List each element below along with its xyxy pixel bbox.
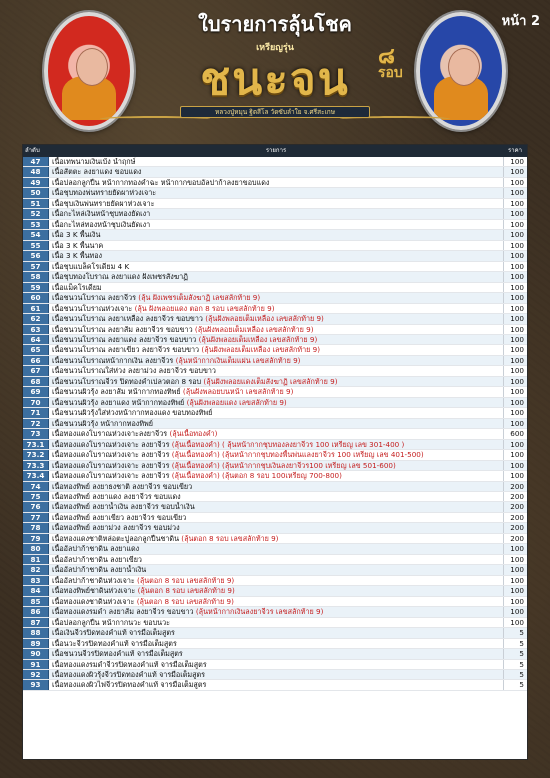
item-price: 100	[503, 314, 527, 323]
item-price: 100	[503, 398, 527, 407]
row-number: 73.2	[23, 450, 49, 459]
item-note: (ลุ้นเนื้อทองคำ) (ลุ้นหน้ากากชุบทองพื้นพ่นแลงยาจีวร 100 เหรียญ เลข 401-500)	[171, 450, 424, 460]
item-price: 100	[503, 272, 527, 281]
item-price: 100	[503, 178, 527, 187]
table-row	[23, 502, 527, 512]
item-description	[49, 680, 503, 689]
item-name: เนื้อชนวนโบราณ ลงยาจีวร	[52, 293, 136, 303]
row-number: 68	[23, 377, 49, 386]
item-description	[49, 408, 503, 417]
item-name: เนื้อทองทิพย์ ลงยาแดง ลงยาจีวร ขอบแดง	[52, 492, 181, 501]
item-name: เนื้อทองแดงโบราณห่วงเจาะลงยาจีวร	[52, 429, 168, 439]
item-name: เนื้อชุบแบล็คโรเดียม 4 K	[52, 261, 130, 271]
item-description	[49, 618, 503, 627]
row-number: 87	[23, 618, 49, 627]
item-price: 5	[503, 670, 527, 679]
row-number: 59	[23, 283, 49, 292]
row-number: 78	[23, 523, 49, 532]
item-name: เนื้อทองแดงรมดำจีวรปิดทองคำแท้ จารมือเต็มสูตร	[52, 659, 207, 669]
item-name: เนื้อชนวนผิวรุ้งใส่ห่วงหน้ากากทองแดง ขอบทองทิพย์	[52, 408, 213, 418]
item-price: 100	[503, 199, 527, 208]
item-description	[49, 157, 503, 166]
page-title: ใบรายการลุ้นโชค	[198, 12, 352, 36]
row-number: 64	[23, 335, 49, 344]
item-description	[49, 565, 503, 574]
item-price: 100	[503, 157, 527, 166]
item-price: 5	[503, 680, 527, 689]
row-number: 50	[23, 188, 49, 197]
row-number: 88	[23, 628, 49, 637]
item-name: เนื้อกะไหล่เงินหน้าชุบทองยัดเงา	[52, 209, 151, 219]
row-number: 57	[23, 262, 49, 271]
item-description	[49, 429, 503, 438]
table-row	[23, 178, 527, 188]
row-number: 54	[23, 230, 49, 239]
row-number: 48	[23, 167, 49, 176]
item-price: 100	[503, 618, 527, 627]
item-note: (ลุ้นเนื้อทองคำ)	[169, 429, 218, 439]
row-number: 91	[23, 660, 49, 669]
item-name: เนื้อทองแดงผิวไฟจีวรปิดทองคำแท้ จารมือเต็มสูตร	[52, 680, 207, 690]
item-name: เนื้อทองแดงโบราณห่วงเจาะ ลงยาจีวร	[52, 439, 170, 449]
item-name: เนื้ออัลปาก้าชาดิน ลงยาน้ำเงิน	[52, 565, 147, 575]
table-row	[23, 586, 527, 596]
item-name: เนื้อกะไหล่ทองหน้าชุบเงินยัดเงา	[52, 219, 151, 229]
item-name: เนื้อทองแดงรมดำ ลงยาส้ม ลงยาจีวร ขอบขาว	[52, 607, 194, 617]
row-number: 51	[23, 199, 49, 208]
logo-number: ๘	[378, 43, 395, 69]
item-price: 100	[503, 262, 527, 271]
item-price: 100	[503, 544, 527, 553]
table-row	[23, 199, 527, 209]
row-number: 92	[23, 670, 49, 679]
row-number: 77	[23, 513, 49, 522]
table-row	[23, 387, 527, 397]
row-number: 58	[23, 272, 49, 281]
item-price: 100	[503, 555, 527, 564]
item-price: 600	[503, 429, 527, 438]
item-name: เนื้อชนวนผิวรุ้ง ลงยาส้ม หน้ากากทองทิพย์	[52, 387, 181, 397]
table-row	[23, 398, 527, 408]
table-row	[23, 230, 527, 240]
item-name: เนื้อปลอกลูกปืน หน้ากากนวะ ขอบนวะ	[52, 617, 170, 627]
table-row	[23, 345, 527, 355]
row-number: 60	[23, 293, 49, 302]
item-price: 100	[503, 419, 527, 428]
item-price: 100	[503, 366, 527, 375]
item-price: 5	[503, 660, 527, 669]
item-name: เนื้อทองแดงชาติหล่อตะปูลอกลูกปืนชาดิน	[52, 533, 179, 543]
item-price: 100	[503, 408, 527, 417]
item-price: 5	[503, 628, 527, 637]
table-row	[23, 157, 527, 167]
item-description	[49, 366, 503, 375]
item-name: เนื้อเทพนามเงินเบ้ง นำฤกษ์	[52, 157, 136, 166]
item-note: (ลุ้นตอก 8 รอบ เลขสลักท้าย 9)	[136, 596, 234, 606]
item-note: (ลุ้นตอก 8 รอบ เลขสลักท้าย 9)	[137, 575, 235, 585]
row-number: 55	[23, 241, 49, 250]
item-name: เนื้อสัตตะ ลงยาแดง ขอบแดง	[52, 167, 142, 177]
item-description	[49, 262, 503, 271]
row-number: 84	[23, 586, 49, 595]
item-price: 100	[503, 325, 527, 334]
item-description	[49, 199, 503, 208]
logo-band: หลวงปู่หมุน ฐิตสีโล วัดซับลำใย จ.ศรีสะเกษ	[180, 106, 370, 118]
item-name: เนื้อชนวนผิวรุ้ง หน้ากากทองทิพย์	[52, 418, 154, 428]
item-name: เนื้อ 3 K พื้นเงิน	[52, 230, 101, 240]
table-header	[23, 145, 527, 157]
table-row	[23, 649, 527, 659]
item-description	[49, 241, 503, 250]
item-note: (ลุ้น ฝังเพชรเต็มสังฆาฏิ เลขสลักท้าย 9)	[138, 293, 261, 303]
item-name: เนื้อทองแดงโบราณห่วงเจาะ ลงยาจีวร	[52, 471, 170, 481]
item-description	[49, 220, 503, 229]
item-description	[49, 387, 503, 396]
item-description	[49, 534, 503, 543]
item-price: 200	[503, 502, 527, 511]
item-name: เนื้อชนวนโบราณหน้ากากเงิน ลงยาจีวร	[52, 355, 174, 365]
item-price: 100	[503, 576, 527, 585]
item-price: 100	[503, 387, 527, 396]
item-note: (ลุ้นหน้ากากเงินลงยาจีวร เลขสลักท้าย 9)	[195, 607, 324, 617]
row-number: 72	[23, 419, 49, 428]
table-row	[23, 523, 527, 533]
table-row	[23, 419, 527, 429]
row-number: 73.4	[23, 471, 49, 480]
row-number: 93	[23, 680, 49, 689]
item-name: เนื้ออัลปาก้าชาดิน ลงยาเขียว	[52, 554, 142, 564]
item-price: 100	[503, 607, 527, 616]
item-note: (ลุ้นเนื้อทองคำ) (ลุ้นหน้ากากชุบเงินลงยาจีวร100 เหรียญ เลข 501-600)	[171, 460, 396, 470]
row-number: 74	[23, 482, 49, 491]
row-number: 47	[23, 157, 49, 166]
table-row	[23, 492, 527, 502]
item-description	[49, 450, 503, 459]
table-row	[23, 482, 527, 492]
item-description	[49, 251, 503, 260]
item-name: เนื้อชนวนผิวรุ้ง ลงยาแดง หน้ากากทองทิพย์	[52, 397, 185, 407]
item-note: (ลุ้นฝังพลอยเต็มเหลือง เลขสลักท้าย 9)	[194, 324, 314, 334]
table-row	[23, 544, 527, 554]
row-number: 70	[23, 398, 49, 407]
item-note: (ลุ้นหน้ากากเงินเต็มแผ่น เลขสลักท้าย 9)	[175, 355, 301, 365]
row-number: 81	[23, 555, 49, 564]
item-note: (ลุ้นฝังพลอยแดง เลขสลักท้าย 9)	[186, 397, 287, 407]
row-number: 56	[23, 251, 49, 260]
table-row	[23, 607, 527, 617]
row-number: 71	[23, 408, 49, 417]
row-number: 83	[23, 576, 49, 585]
item-name: เนื้อทองทิพย์ ลงยาธงชาติ ลงยาจีวร ขอบเขียว	[52, 481, 193, 491]
row-number: 86	[23, 607, 49, 616]
item-price: 200	[503, 482, 527, 491]
row-number: 75	[23, 492, 49, 501]
item-note: (ลุ้นตอก 8 รอบ เลขสลักท้าย 9)	[181, 533, 279, 543]
item-price: 100	[503, 209, 527, 218]
row-number: 79	[23, 534, 49, 543]
row-number: 85	[23, 597, 49, 606]
item-note: (ลุ้นเนื้อทองคำ) ( ลุ้นหน้ากากชุบทองลงยาจีวร 100 เหรียญ เลข 301-400 )	[171, 439, 405, 449]
item-name: เนื้อทองทิพย์ชาดินห่วงเจาะ	[52, 586, 136, 596]
table-row	[23, 618, 527, 628]
item-name: เนื้อชนวนโบราณ ลงยาเขียว ลงยาจีวร ขอบขาว	[52, 345, 200, 355]
item-description	[49, 283, 503, 292]
table-row	[23, 471, 527, 481]
row-number: 66	[23, 356, 49, 365]
item-description	[49, 272, 503, 281]
item-price: 100	[503, 167, 527, 176]
table-row	[23, 440, 527, 450]
item-price: 100	[503, 335, 527, 344]
item-description	[49, 335, 503, 344]
column-header-name: รายการ	[265, 147, 287, 154]
item-name: เนื้อชุบทองพ่นทรายยัดผาห่วงเจาะ	[52, 188, 157, 198]
item-note: (ลุ้นฝังพลอยบนหน้า เลขสลักท้าย 9)	[182, 387, 294, 397]
item-price: 100	[503, 377, 527, 386]
table-row	[23, 534, 527, 544]
item-name: เนื้อทองทิพย์ ลงยาน้ำเงิน ลงยาจีวร ขอบน้ำเงิน	[52, 502, 195, 512]
item-note: (ลุ้นตอก 8 รอบ เลขสลักท้าย 9)	[137, 586, 235, 596]
item-description	[49, 492, 503, 501]
item-description	[49, 461, 503, 470]
table-row	[23, 660, 527, 670]
item-price: 100	[503, 597, 527, 606]
item-description	[49, 167, 503, 176]
item-price: 100	[503, 471, 527, 480]
row-number: 61	[23, 304, 49, 313]
table-body	[23, 157, 527, 691]
header	[0, 0, 550, 138]
row-number: 63	[23, 325, 49, 334]
column-header-price: ราคา	[508, 147, 522, 154]
item-description	[49, 471, 503, 480]
logo-suffix: รอบ	[378, 65, 403, 81]
item-description	[49, 345, 503, 354]
item-description	[49, 304, 503, 313]
item-description	[49, 178, 503, 187]
item-name: เนื้อทองแดงผิวรุ้งจีวรปิดทองคำแท้ จารมือเต็มสูตร	[52, 669, 206, 679]
item-name: เนื้อทองทิพย์ ลงยาม่วง ลงยาจีวร ขอบม่วง	[52, 523, 180, 533]
price-table	[22, 144, 528, 760]
table-row	[23, 513, 527, 523]
item-note: (ลุ้นฝังพลอยเต็มเหลือง เลขสลักท้าย 9)	[205, 314, 324, 324]
logo-main-text: ชนะจน	[200, 54, 350, 105]
table-row	[23, 576, 527, 586]
row-number: 49	[23, 178, 49, 187]
table-row	[23, 461, 527, 471]
table-row	[23, 356, 527, 366]
table-row	[23, 335, 527, 345]
table-row	[23, 429, 527, 439]
table-row	[23, 241, 527, 251]
item-name: เนื้อทองแดงชาดินห่วงเจาะ	[52, 596, 135, 606]
table-row	[23, 325, 527, 335]
item-price: 5	[503, 649, 527, 658]
item-description	[49, 597, 503, 606]
row-number: 80	[23, 544, 49, 553]
item-name: เนื้อทองแดงโบราณห่วงเจาะ ลงยาจีวร	[52, 460, 170, 470]
item-price: 100	[503, 356, 527, 365]
item-name: เนื้อชนวนโบราณ ลงยาแดง ลงยาจีวร ขอบขาว	[52, 334, 197, 344]
item-description	[49, 377, 503, 386]
table-row	[23, 555, 527, 565]
table-row	[23, 262, 527, 272]
item-name: เนื้อชุบทองโบราณ ลงยาแดง ฝังเพชรสังฆาฏิ	[52, 272, 188, 282]
item-description	[49, 325, 503, 334]
row-number: 76	[23, 502, 49, 511]
item-description	[49, 670, 503, 679]
table-row	[23, 167, 527, 177]
table-row	[23, 304, 527, 314]
item-note: (ลุ้นเนื้อทองคำ) (ลุ้นตอก 8 รอบ 100เหรียญ 700-800)	[171, 471, 342, 481]
table-row	[23, 293, 527, 303]
item-note: (ลุ้นฝังพลอยแดงเต็มสังฆาฏิ เลขสลักท้าย 9)	[203, 376, 338, 386]
item-name: เนื้อทองทิพย์ ลงยาเขียว ลงยาจีวร ขอบเขียว	[52, 512, 187, 522]
page-number: หน้า 2	[501, 14, 540, 29]
item-price: 200	[503, 523, 527, 532]
row-number: 73.1	[23, 440, 49, 449]
item-name: เนื้อ 3 K พื้นทอง	[52, 251, 103, 261]
item-price: 100	[503, 461, 527, 470]
item-note: (ลุ้นฝังพลอยเต็มเหลือง เลขสลักท้าย 9)	[198, 334, 318, 344]
table-row	[23, 188, 527, 198]
table-row	[23, 251, 527, 261]
item-name: เนื้อเงินจีวรปิดทองคำแท้ จารมือเต็มสูตร	[52, 628, 175, 638]
item-note: (ลุ้น ฝังพลอยแดง ตอก 8 รอบ เลขสลักท้าย 9)	[134, 303, 275, 313]
column-header-no: ลำดับ	[25, 147, 40, 154]
item-name: เนื้อชนวนจีวรปิดทองคำแท้ จารมือเต็มสูตร	[52, 649, 183, 659]
item-name: เนื้อนวะจีวรปิดทองคำแท้ จารมือเต็มสูตร	[52, 638, 177, 648]
item-price: 5	[503, 639, 527, 648]
item-price: 100	[503, 251, 527, 260]
item-name: เนื้อชนวนโบราณ ลงยาเหลือง ลงยาจีวร ขอบขาว	[52, 314, 203, 324]
item-description	[49, 649, 503, 658]
table-row	[23, 450, 527, 460]
table-row	[23, 220, 527, 230]
table-row	[23, 639, 527, 649]
table-row	[23, 597, 527, 607]
logo-small-text: เหรียญรุ่น	[256, 43, 294, 53]
row-number: 53	[23, 220, 49, 229]
item-price: 100	[503, 188, 527, 197]
table-row	[23, 272, 527, 282]
table-row	[23, 680, 527, 690]
table-row	[23, 377, 527, 387]
item-description	[49, 398, 503, 407]
item-name: เนื้อแม็คโรเดียม	[52, 282, 102, 292]
item-description	[49, 555, 503, 564]
item-price: 100	[503, 586, 527, 595]
item-description	[49, 576, 503, 585]
item-price: 100	[503, 241, 527, 250]
item-note: (ลุ้นฝังพลอยเต็มเหลือง เลขสลักท้าย 9)	[201, 345, 321, 355]
item-description	[49, 628, 503, 637]
item-name: เนื้อชุบเงินพ่นทรายยัดผาห่วงเจาะ	[52, 198, 155, 208]
item-price: 100	[503, 565, 527, 574]
table-row	[23, 366, 527, 376]
row-number: 62	[23, 314, 49, 323]
table-row	[23, 283, 527, 293]
item-description	[49, 230, 503, 239]
item-description	[49, 639, 503, 648]
item-description	[49, 419, 503, 428]
table-row	[23, 670, 527, 680]
item-description	[49, 293, 503, 302]
item-price: 200	[503, 534, 527, 543]
item-name: เนื้ออัลปาก้าชาดินห่วงเจาะ	[52, 575, 135, 585]
item-name: เนื้อชนวนโบราณใส่ห่วง ลงยาม่วง ลงยาจีวร ขอบขาว	[52, 366, 216, 376]
item-price: 100	[503, 293, 527, 302]
row-number: 90	[23, 649, 49, 658]
table-row	[23, 565, 527, 575]
item-name: เนื้อชนวนโบราณจีวร ปิดทองคำเปลวตอก 8 รอบ	[52, 376, 202, 386]
row-number: 89	[23, 639, 49, 648]
item-price: 100	[503, 440, 527, 449]
item-description	[49, 209, 503, 218]
item-description	[49, 502, 503, 511]
item-description	[49, 356, 503, 365]
item-price: 100	[503, 230, 527, 239]
item-name: เนื้ออัลปาก้าชาดิน ลงยาแดง	[52, 544, 140, 554]
item-name: เนื้อปลอกลูกปืน หน้ากากทองคำฉะ หน้ากากขอบอัลปาก้าลงยาขอบแดง	[52, 177, 270, 187]
row-number: 73	[23, 429, 49, 438]
item-price: 100	[503, 304, 527, 313]
item-price: 100	[503, 450, 527, 459]
item-price: 200	[503, 513, 527, 522]
row-number: 67	[23, 366, 49, 375]
item-description	[49, 660, 503, 669]
item-description	[49, 586, 503, 595]
item-description	[49, 513, 503, 522]
item-price: 100	[503, 345, 527, 354]
item-description	[49, 188, 503, 197]
item-description	[49, 607, 503, 616]
item-price: 200	[503, 492, 527, 501]
row-number: 69	[23, 387, 49, 396]
item-name: เนื้อทองแดงโบราณห่วงเจาะ ลงยาจีวร	[52, 450, 170, 460]
item-description	[49, 440, 503, 449]
item-description	[49, 523, 503, 532]
table-row	[23, 314, 527, 324]
table-row	[23, 628, 527, 638]
item-description	[49, 544, 503, 553]
item-description	[49, 482, 503, 491]
item-name: เนื้อ 3 K พื้นนาค	[52, 240, 104, 250]
table-row	[23, 209, 527, 219]
item-name: เนื้อชนวนโบราณ ลงยาส้ม ลงยาจีวร ขอบขาว	[52, 324, 193, 334]
table-row	[23, 408, 527, 418]
row-number: 82	[23, 565, 49, 574]
item-price: 100	[503, 283, 527, 292]
row-number: 65	[23, 345, 49, 354]
item-name: เนื้อชนวนโบราณห่วงเจาะ	[52, 303, 133, 313]
item-description	[49, 314, 503, 323]
row-number: 52	[23, 209, 49, 218]
item-price: 100	[503, 220, 527, 229]
row-number: 73.3	[23, 461, 49, 470]
